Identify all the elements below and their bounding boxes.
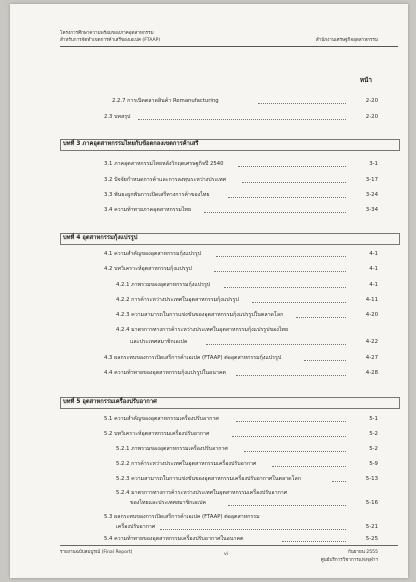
toc-entry[interactable] [10, 280, 408, 290]
toc-entry-text: 5.1 ความสำคัญของอุตสาหกรรมเครื่องปรับอากาศ [104, 416, 219, 422]
toc-entry[interactable] [10, 429, 408, 439]
toc-entry[interactable] [10, 175, 408, 185]
toc-entry-page: 3-34 [365, 207, 378, 213]
toc-entry-page: 5-16 [365, 500, 378, 506]
footer-organization: ศูนย์บริการวิชาการแห่งจุฬาฯ [320, 558, 378, 563]
toc-entry-text: 3.4 ความท้าทายภาคอุตสาหกรรมไทย [104, 207, 192, 213]
footer-report-type: รายงานฉบับสมบูรณ์ (Final Report) [60, 550, 133, 555]
toc-entry[interactable] [10, 112, 408, 122]
chapter-5-title[interactable]: บทที่ 5 อุตสาหกรรมเครื่องปรับอากาศ [63, 399, 157, 405]
leader-dots [214, 271, 346, 272]
toc-entry-text: 5.2.1 ภาพรวมของอุตสาหกรรมเครื่องปรับอากาศ [116, 446, 228, 452]
leader-dots [232, 436, 346, 437]
toc-entry-text: 5.4 ความท้าทายของอุตสาหกรรมเครื่องปรับอากาศในอนาคต [104, 536, 244, 542]
leader-dots [216, 256, 346, 257]
toc-entry[interactable] [10, 444, 408, 454]
toc-entry-page: 2-20 [365, 98, 378, 104]
toc-entry-text: ของไทยและประเทศสมาชิกเอเปค [130, 500, 207, 506]
leader-dots [206, 344, 346, 345]
toc-entry-text: 5.3 ผลกระทบของการเปิดเสรีการค้าเอเปค (FTAAP) ต่ออุตสาหกรรม [104, 514, 260, 520]
toc-entry-page: 3-1 [369, 161, 378, 167]
toc-entry-page: 4-27 [365, 355, 378, 361]
toc-entry-page: 5-21 [365, 524, 378, 530]
toc-entry-page: 4-11 [365, 297, 378, 303]
toc-entry-page: 4-28 [365, 370, 378, 376]
toc-entry-page: 4-1 [369, 251, 378, 257]
toc-entry-page: 5-9 [369, 461, 378, 467]
toc-entry-text: 4.2.3 ความสามารถในการแข่งขันของอุตสาหกรรมกุ้งแปรรูปในตลาดโลก [116, 312, 284, 318]
leader-dots [304, 360, 346, 361]
footer-date: กันยายน 2555 [347, 550, 378, 555]
toc-entry-page: 2-20 [365, 114, 378, 120]
leader-dots [282, 541, 346, 542]
header-divider [60, 46, 398, 47]
toc-entry[interactable] [10, 414, 408, 424]
toc-entry[interactable] [10, 488, 408, 498]
leader-dots [228, 505, 346, 506]
leader-dots [224, 287, 346, 288]
leader-dots [236, 375, 346, 376]
toc-entry-text: 3.3 พันธะผูกพันการเปิดเสรีทางการค้าของไทย [104, 192, 210, 198]
toc-entry[interactable] [10, 96, 408, 106]
leader-dots [204, 212, 346, 213]
toc-entry-text: 4.2.2 การค้าระหว่างประเทศในอุตสาหกรรมกุ้งแปรรูป [116, 297, 239, 303]
toc-entry[interactable] [10, 534, 408, 544]
header-agency: สำนักงานเศรษฐกิจอุตสาหกรรม [315, 38, 378, 43]
leader-dots [272, 466, 346, 467]
toc-entry-page: 5-2 [369, 446, 378, 452]
footer-divider [60, 545, 398, 546]
toc-entry-text: 4.3 ผลกระทบของการเปิดเสรีการค้าเอเปค (FTAAP) ต่ออุตสาหกรรมกุ้งแปรรูป [104, 355, 282, 361]
header-project-title: โครงการศึกษาความพร้อมของภาคอุตสาหกรรม [60, 31, 154, 36]
leader-dots [244, 451, 346, 452]
leader-dots [228, 197, 346, 198]
toc-entry[interactable] [10, 159, 408, 169]
toc-entry[interactable] [10, 205, 408, 215]
toc-entry[interactable] [10, 249, 408, 259]
toc-entry[interactable] [10, 325, 408, 335]
toc-entry-text: 4.2.1 ภาพรวมของอุตสาหกรรมกุ้งแปรรูป [116, 282, 211, 288]
page-column-label: หน้า [359, 76, 372, 84]
toc-entry[interactable] [10, 295, 408, 305]
chapter-3-title[interactable]: บทที่ 3 ภาคอุตสาหกรรมไทยกับข้อตกลงเขตการค้าเสรี [63, 141, 199, 147]
toc-entry-page: 5-25 [365, 536, 378, 542]
toc-entry[interactable] [10, 368, 408, 378]
document-page [10, 4, 408, 578]
toc-entry-text: เครื่องปรับอากาศ [116, 524, 156, 530]
leader-dots [332, 481, 346, 482]
toc-entry-text: 3.2 ปัจจัยกำหนดการค้าและการลงทุนระหว่างประเทศ [104, 177, 226, 183]
toc-entry-page: 4-1 [369, 266, 378, 272]
toc-entry-page: 3-24 [365, 192, 378, 198]
leader-dots [236, 421, 346, 422]
toc-entry-text: 2.3 บทสรุป [104, 114, 131, 120]
toc-entry[interactable] [10, 190, 408, 200]
toc-entry-page: 4-1 [369, 282, 378, 288]
leader-dots [238, 166, 346, 167]
toc-entry-text: และประเทศสมาชิกเอเปค [130, 339, 188, 345]
leader-dots [242, 182, 346, 183]
toc-entry-text: 5.2.2 การค้าระหว่างประเทศในอุตสาหกรรมเครื่องปรับอากาศ [116, 461, 257, 467]
toc-entry[interactable] [10, 264, 408, 274]
toc-entry-text: 5.2 บทวิเคราะห์อุตสาหกรรมเครื่องปรับอากาศ [104, 431, 210, 437]
toc-entry-text: 5.2.3 ความสามารถในการแข่งขันของอุตสาหกรรมเครื่องปรับอากาศในตลาดโลก [116, 476, 301, 482]
toc-entry[interactable] [10, 498, 408, 508]
toc-entry[interactable] [10, 459, 408, 469]
toc-entry[interactable] [10, 310, 408, 320]
toc-entry-text: 4.2 บทวิเคราะห์อุตสาหกรรมกุ้งแปรรูป [104, 266, 192, 272]
leader-dots [258, 103, 346, 104]
header-project-subtitle: สำหรับการจัดทำเขตการค้าเสรีของเอเปค (FTAAP) [60, 38, 161, 43]
toc-entry-page: 4-22 [365, 339, 378, 345]
toc-entry-text: 3.1 ภาคอุตสาหกรรมไทยหลังวิกฤตเศรษฐกิจปี 2540 [104, 161, 224, 167]
leader-dots [296, 317, 346, 318]
toc-entry[interactable] [10, 512, 408, 522]
toc-entry[interactable] [10, 474, 408, 484]
toc-entry-text: 4.4 ความท้าทายของอุตสาหกรรมกุ้งแปรรูปในอนาคต [104, 370, 226, 376]
footer-page-number: vi [224, 552, 228, 557]
leader-dots [138, 119, 346, 120]
leader-dots [160, 529, 346, 530]
leader-dots [252, 302, 346, 303]
toc-entry[interactable] [10, 353, 408, 363]
toc-entry-text: 4.2.4 มาตรการทางการค้าระหว่างประเทศในอุตสาหกรรมกุ้งแปรรูปของไทย [116, 327, 289, 333]
toc-entry-page: 5-13 [365, 476, 378, 482]
toc-entry-page: 3-17 [365, 177, 378, 183]
toc-entry-text: 4.1 ความสำคัญของอุตสาหกรรมกุ้งแปรรูป [104, 251, 202, 257]
toc-entry[interactable] [10, 337, 408, 347]
toc-entry-page: 5-2 [369, 431, 378, 437]
toc-entry-page: 4-20 [365, 312, 378, 318]
toc-entry-text: 2.2.7 การเปิดตลาดสินค้า Remanufacturing [112, 98, 219, 104]
toc-entry[interactable] [10, 522, 408, 532]
chapter-4-title[interactable]: บทที่ 4 อุตสาหกรรมกุ้งแปรรูป [63, 235, 138, 241]
toc-entry-text: 5.2.4 มาตรการทางการค้าระหว่างประเทศในอุตสาหกรรมเครื่องปรับอากาศ [116, 490, 288, 496]
toc-entry-page: 5-1 [369, 416, 378, 422]
